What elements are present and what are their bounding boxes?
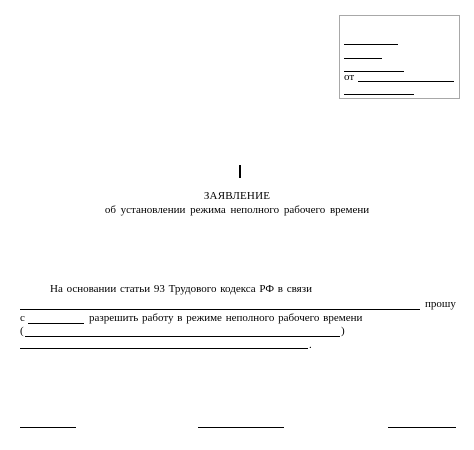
regime-details-blank[interactable]: [25, 336, 340, 337]
body-line-2-end: прошу: [425, 298, 456, 310]
document-subtitle: об установлении режима неполного рабочего времени: [104, 204, 370, 216]
reason-blank[interactable]: [20, 309, 420, 310]
from-label: от: [344, 71, 355, 83]
addressee-blank-line[interactable]: [344, 94, 414, 95]
start-date-blank[interactable]: [28, 323, 84, 324]
body-line-4-close: ): [341, 325, 345, 337]
signature-blank[interactable]: [198, 427, 284, 428]
body-line-1: На основании статьи 93 Трудового кодекса РФ в связи: [50, 283, 312, 295]
addressee-blank-line[interactable]: [344, 44, 398, 45]
body-line-3-start: с: [20, 312, 25, 324]
date-signature-blank[interactable]: [20, 427, 76, 428]
body-line-5-end: .: [309, 339, 312, 351]
document-title: ЗАЯВЛЕНИЕ: [203, 190, 271, 202]
addressee-from-blank[interactable]: [358, 81, 454, 82]
name-signature-blank[interactable]: [388, 427, 456, 428]
body-line-3-end: разрешить работу в режиме неполного рабочего времени: [89, 312, 363, 324]
addressee-box: [339, 15, 460, 99]
addressee-blank-line[interactable]: [344, 58, 382, 59]
text-cursor: [239, 165, 241, 178]
body-line-4-open: (: [20, 325, 24, 337]
extra-details-blank[interactable]: [20, 348, 308, 349]
